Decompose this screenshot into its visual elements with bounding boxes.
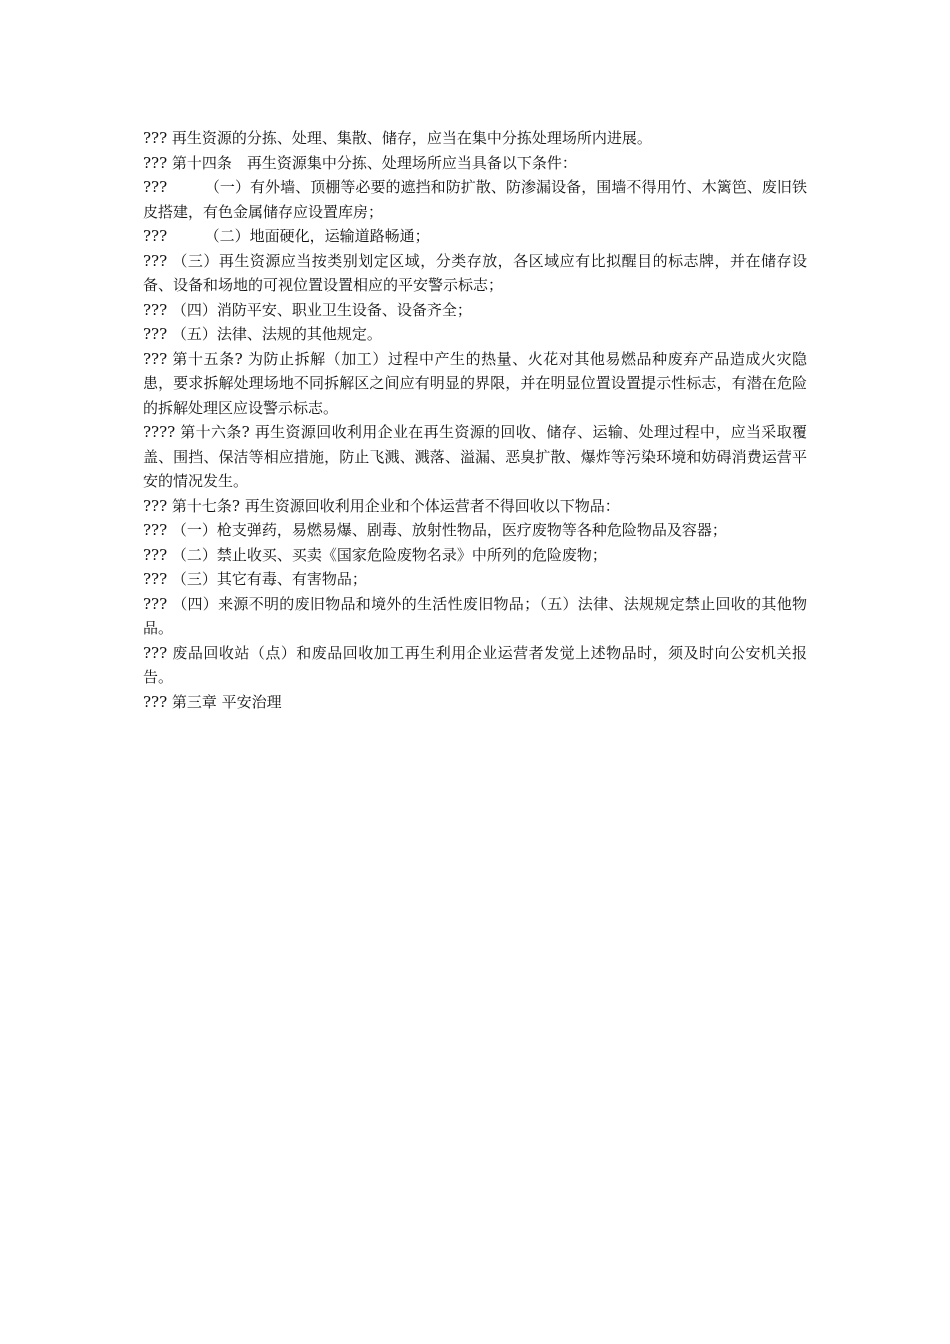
paragraph-article-14-item-5: ??? （五）法律、法规的其他规定。 [143,325,382,343]
paragraph-article-14-item-1: ??? （一）有外墙、顶棚等必要的遮挡和防扩散、防渗漏设备，围墙不得用竹、木篱笆、废旧铁皮搭建，有色金属储存应设置库房； [143,178,807,221]
paragraph-article-14: ??? 第十四条 再生资源集中分拣、处理场所应当具备以下条件： [143,153,577,172]
chapter-heading: ??? 第三章 平安治理 [143,692,282,711]
paragraph-article-17-item-1: ??? （一）枪支弹药，易燃易爆、剧毒、放射性物品，医疗废物等各种危险物品及容器； [143,521,727,539]
paragraph-article-15: ??? 第十五条? 为防止拆解（加工）过程中产生的热量、火花对其他易燃品种废弃产品造成火灾隐患，要求拆解处理场地不同拆解区之间应有明显的界限，并在明显位置设置提示性标志，有潜在危险的拆解处理区应设警示标志。 [143,349,807,417]
document-body [143,126,807,714]
paragraph-article-17-item-3: ??? （三）其它有毒、有害物品； [143,570,367,588]
paragraph-article-14-item-2: ??? （二）地面硬化，运输道路畅通； [143,227,430,245]
paragraph-article-17-item-2: ??? （二）禁止收买、买卖《国家危险废物名录》中所列的危险废物； [143,545,607,564]
paragraph-sorting-location: ??? 再生资源的分拣、处理、集散、储存，应当在集中分拣处理场所内进展。 [143,129,652,147]
paragraph-article-17-item-4-5: ??? （四）来源不明的废旧物品和境外的生活性废旧物品；（五）法律、法规规定禁止回收的其他物品。 [143,594,807,637]
paragraph-report-obligation: ??? 废品回收站（点）和废品回收加工再生利用企业运营者发觉上述物品时，须及时向公安机关报告。 [143,643,807,686]
paragraph-article-17: ??? 第十七条? 再生资源回收利用企业和个体运营者不得回收以下物品： [143,496,620,515]
paragraph-article-16: ???? 第十六条? 再生资源回收利用企业在再生资源的回收、储存、运输、处理过程中，应当采取覆盖、围挡、保洁等相应措施，防止飞溅、溅落、溢漏、恶臭扩散、爆炸等污染环境和妨碍消费运营平安的情况发生。 [143,423,807,490]
paragraph-article-14-item-3: ??? （三）再生资源应当按类别划定区域，分类存放，各区域应有比拟醒目的标志牌，并在储存设备、设备和场地的可视位置设置相应的平安警示标志； [143,251,807,294]
paragraph-article-14-item-4: ??? （四）消防平安、职业卫生设备、设备齐全； [143,300,472,319]
